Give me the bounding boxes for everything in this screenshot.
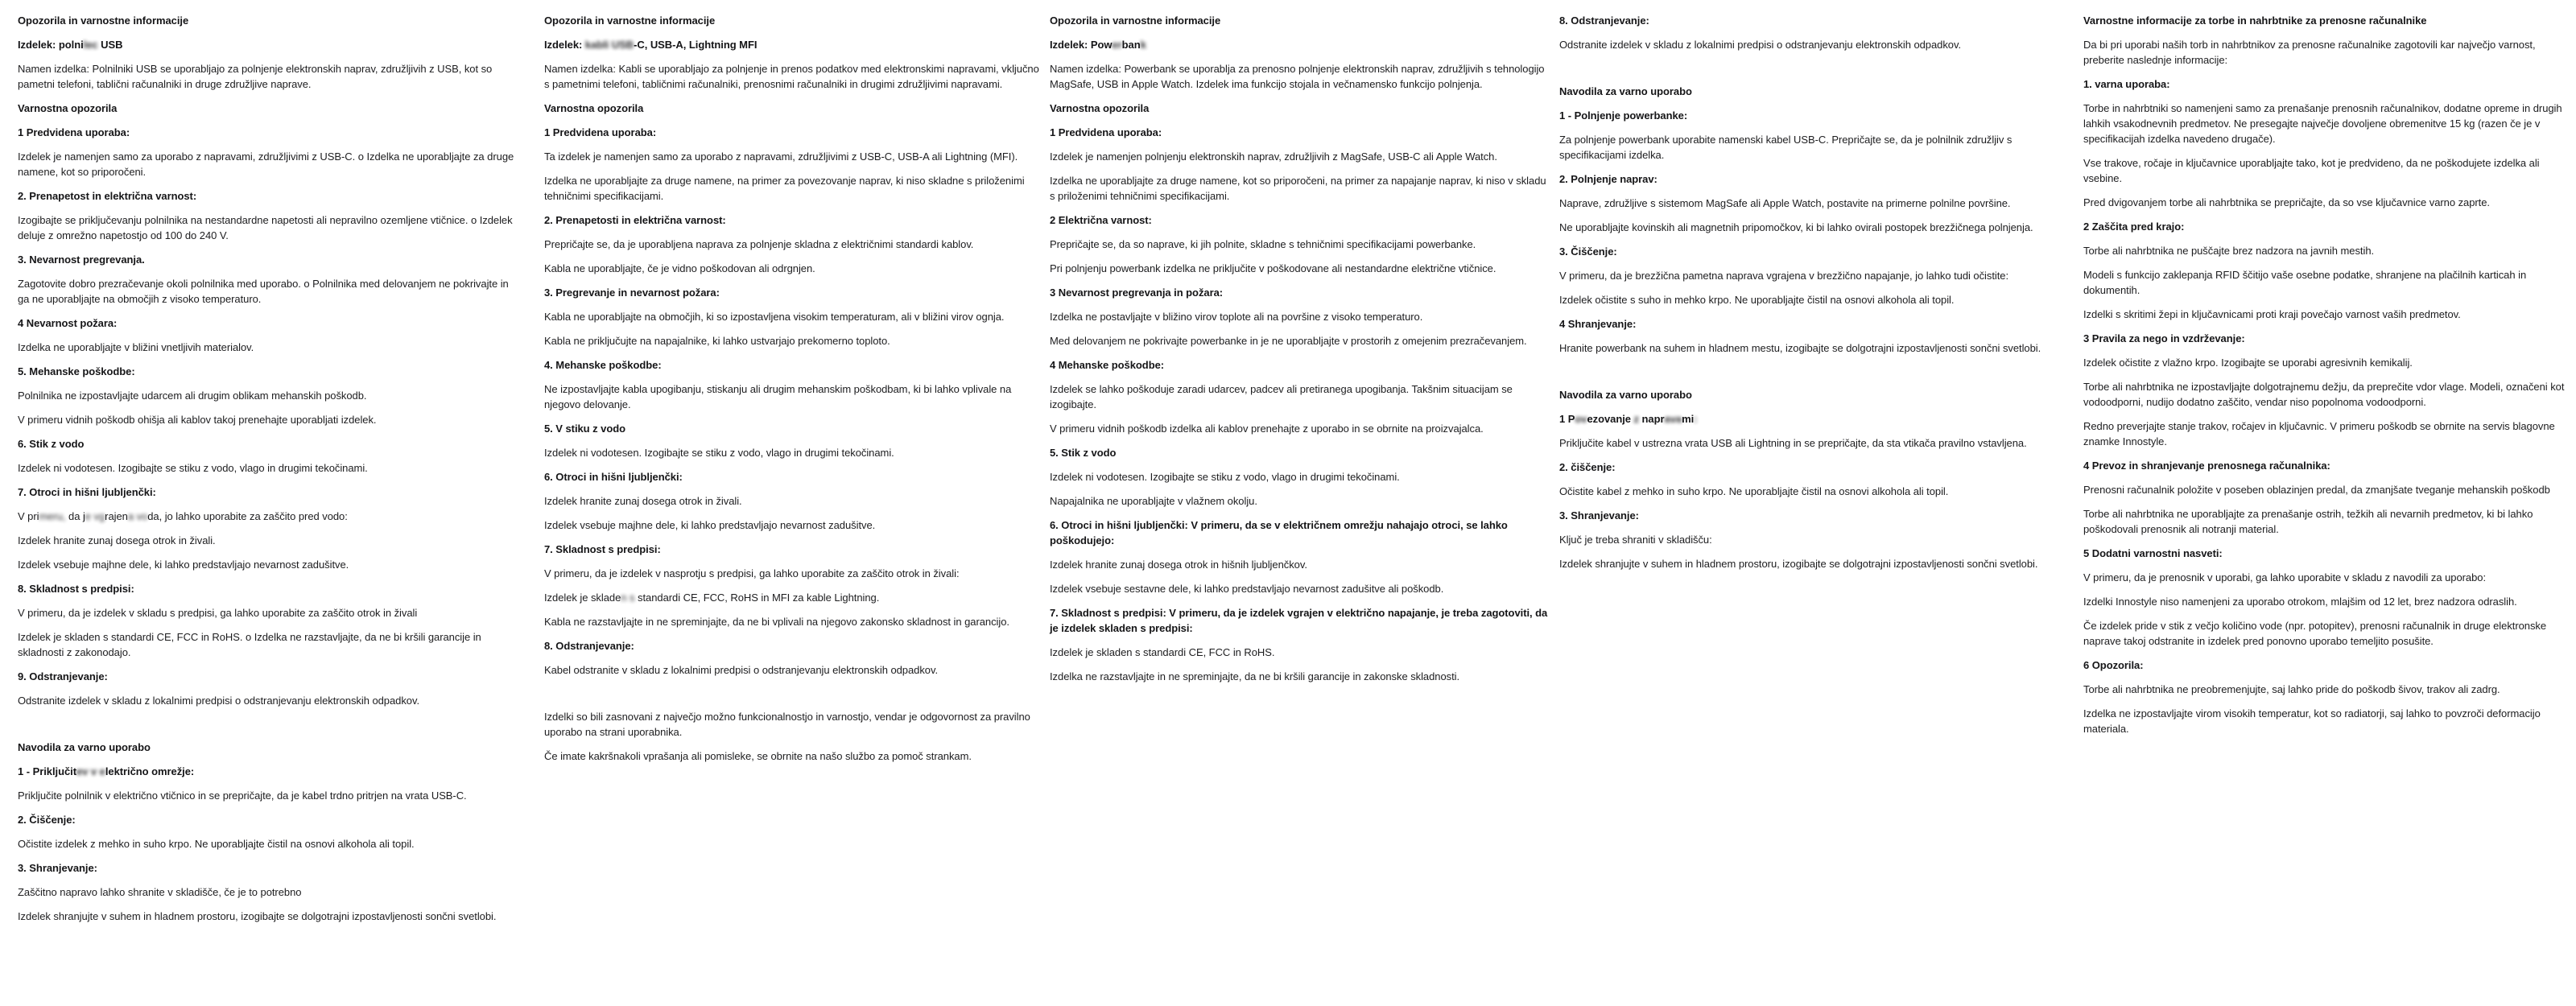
section-heading: 6 Opozorila: bbox=[2083, 659, 2144, 671]
paragraph bbox=[18, 509, 517, 524]
paragraph: V primeru, da je izdelek v skladu s predpisi, ga lahko uporabite za zaščito otrok in živali bbox=[18, 607, 418, 619]
blurred-text: e vg bbox=[85, 510, 105, 522]
blurred-text: ev v e bbox=[76, 765, 105, 777]
paragraph: Kabla ne razstavljajte in ne spreminjajte, da ne bi vplivali na njegovo zakonsko skladnost in garancijo. bbox=[544, 616, 1009, 628]
paragraph: Namen izdelka: Kabli se uporabljajo za polnjenje in prenos podatkov med elektronskimi napravami, vključno s pametnimi telefoni, tabličnimi računalniki, prenosnimi računalniki in drugimi združljivimi napravami. bbox=[544, 63, 1039, 90]
paragraph: Izdelek vsebuje sestavne dele, ki lahko predstavljajo nevarnost zadušitve ali poškodb. bbox=[1050, 583, 1444, 595]
section-heading bbox=[1050, 37, 1550, 52]
paragraph: Da bi pri uporabi naših torb in nahrbtnikov za prenosne računalnike zagotovili kar največjo varnost, preberite naslednje informacije: bbox=[2083, 39, 2536, 66]
paragraph: Izdelek je skladen s standardi CE, FCC in RoHS. bbox=[1050, 646, 1275, 658]
section-heading: 2. Prenapetosti in električna varnost: bbox=[544, 214, 726, 226]
paragraph: Izdelek shranjujte v suhem in hladnem prostoru, izogibajte se dolgotrajni izpostavljenosti sončni svetlobi. bbox=[1559, 558, 2038, 570]
text-segment: 1 P bbox=[1559, 413, 1575, 425]
section-heading: 2. čiščenje: bbox=[1559, 461, 1616, 473]
paragraph: Izdelki so bili zasnovani z največjo možno funkcionalnostjo in varnostjo, vendar je odgovornost za pravilno uporabo na strani uporabnika. bbox=[544, 711, 1030, 738]
paragraph: Izdelek očistite z vlažno krpo. Izogibajte se uporabi agresivnih kemikalij. bbox=[2083, 357, 2413, 369]
section-heading: 1 Predvidena uporaba: bbox=[1050, 126, 1162, 138]
text-segment: napr bbox=[1638, 413, 1665, 425]
paragraph: Hranite powerbank na suhem in hladnem mestu, izogibajte se dolgotrajni izpostavljenosti sončni svetlobi. bbox=[1559, 342, 2041, 354]
paragraph: Izdelek hranite zunaj dosega otrok in živali. bbox=[18, 534, 216, 546]
blurred-text: lec bbox=[83, 39, 98, 51]
paragraph: Izdelek vsebuje majhne dele, ki lahko predstavljajo nevarnost zadušitve. bbox=[18, 559, 349, 571]
section-heading: 9. Odstranjevanje: bbox=[18, 670, 108, 682]
paragraph: Izogibajte se priključevanju polnilnika na nestandardne napetosti ali nepravilno ozemljene vtičnice. o Izdelek deluje z omrežno napetostjo od 100 do 240 V. bbox=[18, 214, 513, 241]
section-heading: 3. Čiščenje: bbox=[1559, 245, 1617, 258]
paragraph: Torbe ali nahrbtnika ne puščajte brez nadzora na javnih mestih. bbox=[2083, 245, 2375, 257]
section-heading: 7. Otroci in hišni ljubljenčki: bbox=[18, 486, 156, 498]
section-heading: 5. Stik z vodo bbox=[1050, 447, 1117, 459]
paragraph: Izdelka ne izpostavljajte virom visokih temperatur, kot so radiatorji, saj lahko to povzroči deformacijo materiala. bbox=[2083, 707, 2541, 735]
blurred-text: a vo bbox=[127, 510, 148, 522]
paragraph: Naprave, združljive s sistemom MagSafe ali Apple Watch, postavite na primerne polnilne površine. bbox=[1559, 197, 2011, 209]
paragraph: Polnilnika ne izpostavljajte udarcem ali drugim oblikam mehanskih poškodb. bbox=[18, 390, 367, 402]
paragraph: Izdelek hranite zunaj dosega otrok in živali. bbox=[544, 495, 742, 507]
paragraph: Izdelka ne uporabljajte za druge namene, na primer za povezovanje naprav, ki niso skladne s priloženimi tehničnimi specifikacijami. bbox=[544, 175, 1025, 202]
paragraph: Pred dvigovanjem torbe ali nahrbtnika se prepričajte, da so vse ključavnice varno zaprte. bbox=[2083, 196, 2490, 208]
text-segment: USB bbox=[97, 39, 123, 51]
section-heading: 5. V stiku z vodo bbox=[544, 423, 626, 435]
paragraph: Odstranite izdelek v skladu z lokalnimi predpisi o odstranjevanju elektronskih odpadkov. bbox=[1559, 39, 1962, 51]
paragraph: Če izdelek pride v stik z večjo količino vode (npr. potopitev), prenosni računalnik in druge elektronske naprave takoj odstranite in izdelek pred ponovno uporabo temeljito posušite. bbox=[2083, 620, 2547, 647]
paragraph: Izdelek se lahko poškoduje zaradi udarcev, padcev ali pretiranega upogibanja. Takšnim situacijam se izogibajte. bbox=[1050, 383, 1513, 410]
paragraph: Prepričajte se, da je uporabljena naprava za polnjenje skladna z električnimi standardi kablov. bbox=[544, 238, 974, 250]
column-5 bbox=[2083, 13, 2568, 745]
document-title: Varnostne informacije za torbe in nahrbtnike za prenosne računalnike bbox=[2083, 14, 2427, 27]
paragraph: V primeru, da je brezžična pametna naprava vgrajena v brezžično napajanje, jo lahko tudi očistite: bbox=[1559, 270, 2009, 282]
text-segment: Izdelek je sklade bbox=[544, 592, 621, 604]
paragraph: Izdelek je namenjen samo za uporabo z napravami, združljivimi z USB-C. o Izdelka ne uporabljajte za druge namene, kot so priporočeni. bbox=[18, 150, 514, 178]
paragraph: Namen izdelka: Powerbank se uporablja za prenosno polnjenje elektronskih naprav, združljivih s tehnologijo MagSafe, USB in Apple Watch. Izdelek ima funkcijo stojala in večnamensko funkcijo polnjenja. bbox=[1050, 63, 1545, 90]
text-segment: 1 - Priključit bbox=[18, 765, 76, 777]
paragraph: Torbe in nahrbtniki so namenjeni samo za prenašanje prenosnih računalnikov, dodatne opreme in drugih lahkih vsakodnevnih predmetov. Ne presegajte največje dovoljene obremenitve 15 kg (razen če je v specifikacijah izdelka navedeno drugače). bbox=[2083, 102, 2562, 145]
section-heading: 8. Odstranjevanje: bbox=[1559, 14, 1649, 27]
paragraph: Zagotovite dobro prezračevanje okoli polnilnika med uporabo. o Polnilnika med delovanjem ne pokrivajte in ga ne uporabljajte na območjih z visoko temperaturo. bbox=[18, 278, 509, 305]
section-heading bbox=[1559, 411, 2077, 427]
paragraph: Pri polnjenju powerbank izdelka ne priključite v poškodovane ali nestandardne električne vtičnice. bbox=[1050, 262, 1496, 274]
paragraph bbox=[544, 590, 1042, 605]
paragraph: Vse trakove, ročaje in ključavnice uporabljajte tako, kot je predvideno, da ne poškodujete izdelka ali vsebine. bbox=[2083, 157, 2540, 184]
paragraph: Modeli s funkcijo zaklepanja RFID ščitijo vaše osebne podatke, shranjene na plačilnih karticah in dokumentih. bbox=[2083, 269, 2527, 296]
blurred-text: k bbox=[1140, 39, 1146, 51]
section-heading: 4 Mehanske poškodbe: bbox=[1050, 359, 1165, 371]
paragraph: Med delovanjem ne pokrivajte powerbanke in je ne uporabljajte v prostorih z omejenim prezračevanjem. bbox=[1050, 335, 1527, 347]
section-heading: 7. Skladnost s predpisi: V primeru, da je izdelek vgrajen v električno napajanje, je treba zagotoviti, da je izdelek skladen s predpisi: bbox=[1050, 607, 1548, 634]
text-segment: rajen bbox=[105, 510, 128, 522]
column-4 bbox=[1559, 13, 2077, 580]
paragraph: V primeru vidnih poškodb izdelka ali kablov prenehajte z uporabo in se obrnite na proizvajalca. bbox=[1050, 423, 1484, 435]
paragraph: Izdelek ni vodotesen. Izogibajte se stiku z vodo, vlago in drugimi tekočinami. bbox=[544, 447, 894, 459]
section-heading bbox=[18, 37, 517, 52]
text-segment: da, jo lahko uporabite za zaščito pred vodo: bbox=[147, 510, 348, 522]
text-segment: mi bbox=[1682, 413, 1695, 425]
text-segment: da j bbox=[68, 510, 85, 522]
paragraph: Očistite izdelek z mehko in suho krpo. Ne uporabljajte čistil na osnovi alkohola ali topil. bbox=[18, 838, 415, 850]
blurred-text: ov bbox=[1575, 413, 1587, 425]
document-title: Opozorila in varnostne informacije bbox=[544, 14, 716, 27]
paragraph: Namen izdelka: Polnilniki USB se uporabljajo za polnjenje elektronskih naprav, združljivih z USB, kot so pametni telefoni, tablični računalniki in druge združljive naprave. bbox=[18, 63, 493, 90]
paragraph: Zaščitno napravo lahko shranite v skladišče, če je to potrebno bbox=[18, 886, 302, 898]
paragraph: Izdelka ne postavljajte v bližino virov toplote ali na površine z visoko temperaturo. bbox=[1050, 311, 1423, 323]
section-heading bbox=[18, 764, 517, 779]
section-heading: 1. varna uporaba: bbox=[2083, 78, 2170, 90]
paragraph: Kabla ne uporabljajte na območjih, ki so izpostavljena visokim temperaturam, ali v bližini virov ognja. bbox=[544, 311, 1005, 323]
section-heading: 8. Skladnost s predpisi: bbox=[18, 583, 134, 595]
paragraph: V primeru, da je prenosnik v uporabi, ga lahko uporabite v skladu z navodili za uporabo: bbox=[2083, 571, 2487, 583]
paragraph: Izdelka ne uporabljajte za druge namene, kot so priporočeni, na primer za napajanje naprav, ki niso v skladu s priloženimi tehničnimi specifikacijami. bbox=[1050, 175, 1546, 202]
section-heading: 1 Predvidena uporaba: bbox=[18, 126, 130, 138]
section-heading: 3 Nevarnost pregrevanja in požara: bbox=[1050, 287, 1224, 299]
column-2 bbox=[544, 13, 1042, 773]
paragraph: V primeru, da je izdelek v nasprotju s predpisi, ga lahko uporabite za zaščito otrok in živali: bbox=[544, 567, 960, 579]
text-segment: Izdelek: polni bbox=[18, 39, 84, 51]
paragraph: Torbe ali nahrbtnika ne preobremenjujte, saj lahko pride do poškodb šivov, trakov ali zadrg. bbox=[2083, 683, 2500, 695]
text-segment: -C, USB-A, Lightning MFI bbox=[634, 39, 758, 51]
section-heading: 3. Shranjevanje: bbox=[1559, 509, 1639, 522]
section-heading: 7. Skladnost s predpisi: bbox=[544, 543, 661, 555]
document-title: Opozorila in varnostne informacije bbox=[18, 14, 189, 27]
paragraph: Izdelka ne razstavljajte in ne spreminjajte, da ne bi kršili garancije in zakonske skladnosti. bbox=[1050, 670, 1460, 682]
text-segment: Izdelek: bbox=[544, 39, 585, 51]
blurred-text: z bbox=[1633, 413, 1639, 425]
text-segment: ezovanje bbox=[1587, 413, 1634, 425]
paragraph: Priključite kabel v ustrezna vrata USB ali Lightning in se prepričajte, da sta vtikača pravilno vstavljena. bbox=[1559, 437, 2027, 449]
paragraph: Izdelki s skritimi žepi in ključavnicami proti kraji povečajo varnost vaših predmetov. bbox=[2083, 308, 2461, 320]
paragraph: Izdelek ni vodotesen. Izogibajte se stiku z vodo, vlago in drugimi tekočinami. bbox=[1050, 471, 1400, 483]
paragraph: Odstranite izdelek v skladu z lokalnimi predpisi o odstranjevanju elektronskih odpadkov. bbox=[18, 695, 420, 707]
section-heading: 4 Shranjevanje: bbox=[1559, 318, 1637, 330]
blurred-text: ava bbox=[1664, 413, 1682, 425]
section-heading: 2 Zaščita pred krajo: bbox=[2083, 221, 2185, 233]
paragraph: Izdelek je skladen s standardi CE, FCC in RoHS. o Izdelka ne razstavljajte, da ne bi kršili garancije in skladnosti z zakonodajo. bbox=[18, 631, 481, 658]
section-heading: 8. Odstranjevanje: bbox=[544, 640, 634, 652]
column-3 bbox=[1050, 13, 1550, 693]
section-heading: Varnostna opozorila bbox=[544, 102, 644, 114]
paragraph: Izdelek vsebuje majhne dele, ki lahko predstavljajo nevarnost zadušitve. bbox=[544, 519, 876, 531]
blurred-text: er bbox=[1112, 39, 1122, 51]
paragraph: Ne uporabljajte kovinskih ali magnetnih pripomočkov, ki bi lahko ovirali postopek brezžičnega polnjenja. bbox=[1559, 221, 2033, 233]
section-heading: 2. Čiščenje: bbox=[18, 814, 76, 826]
blurred-text: meru, bbox=[39, 510, 69, 522]
section-heading: Varnostna opozorila bbox=[1050, 102, 1150, 114]
section-heading: 3. Shranjevanje: bbox=[18, 862, 97, 874]
text-segment: lektrično omrežje: bbox=[105, 765, 195, 777]
section-heading: 6. Stik z vodo bbox=[18, 438, 85, 450]
paragraph: Prenosni računalnik položite v poseben oblazinjen predal, da zmanjšate tveganje mehanskih poškodb bbox=[2083, 484, 2550, 496]
section-heading: 6. Otroci in hišni ljubljenčki: V primeru, da se v električnem omrežju nahajajo otroci, se lahko poškodujejo: bbox=[1050, 519, 1508, 546]
document-title: Opozorila in varnostne informacije bbox=[1050, 14, 1221, 27]
section-heading: 3. Pregrevanje in nevarnost požara: bbox=[544, 287, 720, 299]
paragraph: Ključ je treba shraniti v skladišču: bbox=[1559, 534, 1712, 546]
section-heading: 6. Otroci in hišni ljubljenčki: bbox=[544, 471, 683, 483]
paragraph: Izdelek očistite s suho in mehko krpo. Ne uporabljajte čistil na osnovi alkohola ali topil. bbox=[1559, 294, 1955, 306]
paragraph: Napajalnika ne uporabljajte v vlažnem okolju. bbox=[1050, 495, 1257, 507]
paragraph: Za polnjenje powerbank uporabite namenski kabel USB-C. Prepričajte se, da je polnilnik združljiv s specifikacijami izdelka. bbox=[1559, 134, 2013, 161]
paragraph: Očistite kabel z mehko in suho krpo. Ne uporabljajte čistil na osnovi alkohola ali topil. bbox=[1559, 485, 1949, 497]
section-heading: Navodila za varno uporabo bbox=[1559, 389, 1692, 401]
section-heading: 1 Predvidena uporaba: bbox=[544, 126, 657, 138]
section-heading: Varnostna opozorila bbox=[18, 102, 118, 114]
paragraph: Če imate kakršnakoli vprašanja ali pomisleke, se obrnite na našo službo za pomoč strankam. bbox=[544, 750, 972, 762]
paragraph: Ta izdelek je namenjen samo za uporabo z napravami, združljivimi z USB-C, USB-A ali Lightning (MFI). bbox=[544, 150, 1018, 163]
section-heading: 4. Mehanske poškodbe: bbox=[544, 359, 662, 371]
blurred-text: n s bbox=[621, 592, 635, 604]
paragraph: Izdelek ni vodotesen. Izogibajte se stiku z vodo, vlago in drugimi tekočinami. bbox=[18, 462, 368, 474]
text-segment: ban bbox=[1121, 39, 1141, 51]
paragraph: V primeru vidnih poškodb ohišja ali kablov takoj prenehajte uporabljati izdelek. bbox=[18, 414, 377, 426]
section-heading: 2. Polnjenje naprav: bbox=[1559, 173, 1657, 185]
text-segment: standardi CE, FCC, RoHS in MFI za kable Lightning. bbox=[634, 592, 880, 604]
paragraph: Kabel odstranite v skladu z lokalnimi predpisi o odstranjevanju elektronskih odpadkov. bbox=[544, 664, 939, 676]
paragraph: Prepričajte se, da so naprave, ki jih polnite, skladne s tehničnimi specifikacijami powerbanke. bbox=[1050, 238, 1476, 250]
paragraph: Izdelek shranjujte v suhem in hladnem prostoru, izogibajte se dolgotrajni izpostavljenosti sončni svetlobi. bbox=[18, 910, 497, 922]
section-heading: Navodila za varno uporabo bbox=[1559, 85, 1692, 97]
paragraph: Izdelka ne uporabljajte v bližini vnetljivih materialov. bbox=[18, 341, 254, 353]
column-1 bbox=[18, 13, 517, 933]
paragraph: Redno preverjajte stanje trakov, ročajev in ključavnic. V primeru poškodb se obrnite na servis blagovne znamke Innostyle. bbox=[2083, 420, 2555, 447]
paragraph: Kabla ne uporabljajte, če je vidno poškodovan ali odrgnjen. bbox=[544, 262, 815, 274]
paragraph: Torbe ali nahrbtnika ne izpostavljajte dolgotrajnemu dežju, da preprečite vdor vlage. Modeli, označeni kot vodoodporni, nudijo dodatno zaščito, vendar niso popolnoma vodoodporni. bbox=[2083, 381, 2565, 408]
blurred-text: : bbox=[1694, 413, 1698, 425]
section-heading: 4 Nevarnost požara: bbox=[18, 317, 118, 329]
paragraph: Izdelek hranite zunaj dosega otrok in hišnih ljubljenčkov. bbox=[1050, 559, 1307, 571]
paragraph: Kabla ne priključujte na napajalnike, ki lahko ustvarjajo prekomerno toploto. bbox=[544, 335, 890, 347]
section-heading: 4 Prevoz in shranjevanje prenosnega računalnika: bbox=[2083, 460, 2330, 472]
section-heading: 5 Dodatni varnostni nasveti: bbox=[2083, 547, 2223, 559]
paragraph: Ne izpostavljajte kabla upogibanju, stiskanju ali drugim mehanskim poškodbam, ki bi lahko vplivale na njegovo delovanje. bbox=[544, 383, 1012, 410]
section-heading: 3 Pravila za nego in vzdrževanje: bbox=[2083, 332, 2245, 344]
section-heading: 3. Nevarnost pregrevanja. bbox=[18, 254, 145, 266]
section-heading: 1 - Polnjenje powerbanke: bbox=[1559, 109, 1688, 122]
section-heading: 2 Električna varnost: bbox=[1050, 214, 1152, 226]
text-segment: V pri bbox=[18, 510, 39, 522]
section-heading: 2. Prenapetost in električna varnost: bbox=[18, 190, 197, 202]
paragraph: Izdelek je namenjen polnjenju elektronskih naprav, združljivih z MagSafe, USB-C ali Apple Watch. bbox=[1050, 150, 1497, 163]
section-heading: 5. Mehanske poškodbe: bbox=[18, 365, 135, 377]
section-heading bbox=[544, 37, 1042, 52]
paragraph: Priključite polnilnik v električno vtičnico in se prepričajte, da je kabel trdno pritrjen na vrata USB-C. bbox=[18, 790, 467, 802]
paragraph: Torbe ali nahrbtnika ne uporabljajte za prenašanje ostrih, težkih ali nevarnih predmetov, ki bi lahko poškodovali prenosnik ali notranji material. bbox=[2083, 508, 2533, 535]
blurred-text: kabli USB bbox=[584, 39, 634, 51]
section-heading: Navodila za varno uporabo bbox=[18, 741, 151, 753]
paragraph: Izdelki Innostyle niso namenjeni za uporabo otrokom, mlajšim od 12 let, brez nadzora odraslih. bbox=[2083, 596, 2517, 608]
text-segment: Izdelek: Pow bbox=[1050, 39, 1113, 51]
